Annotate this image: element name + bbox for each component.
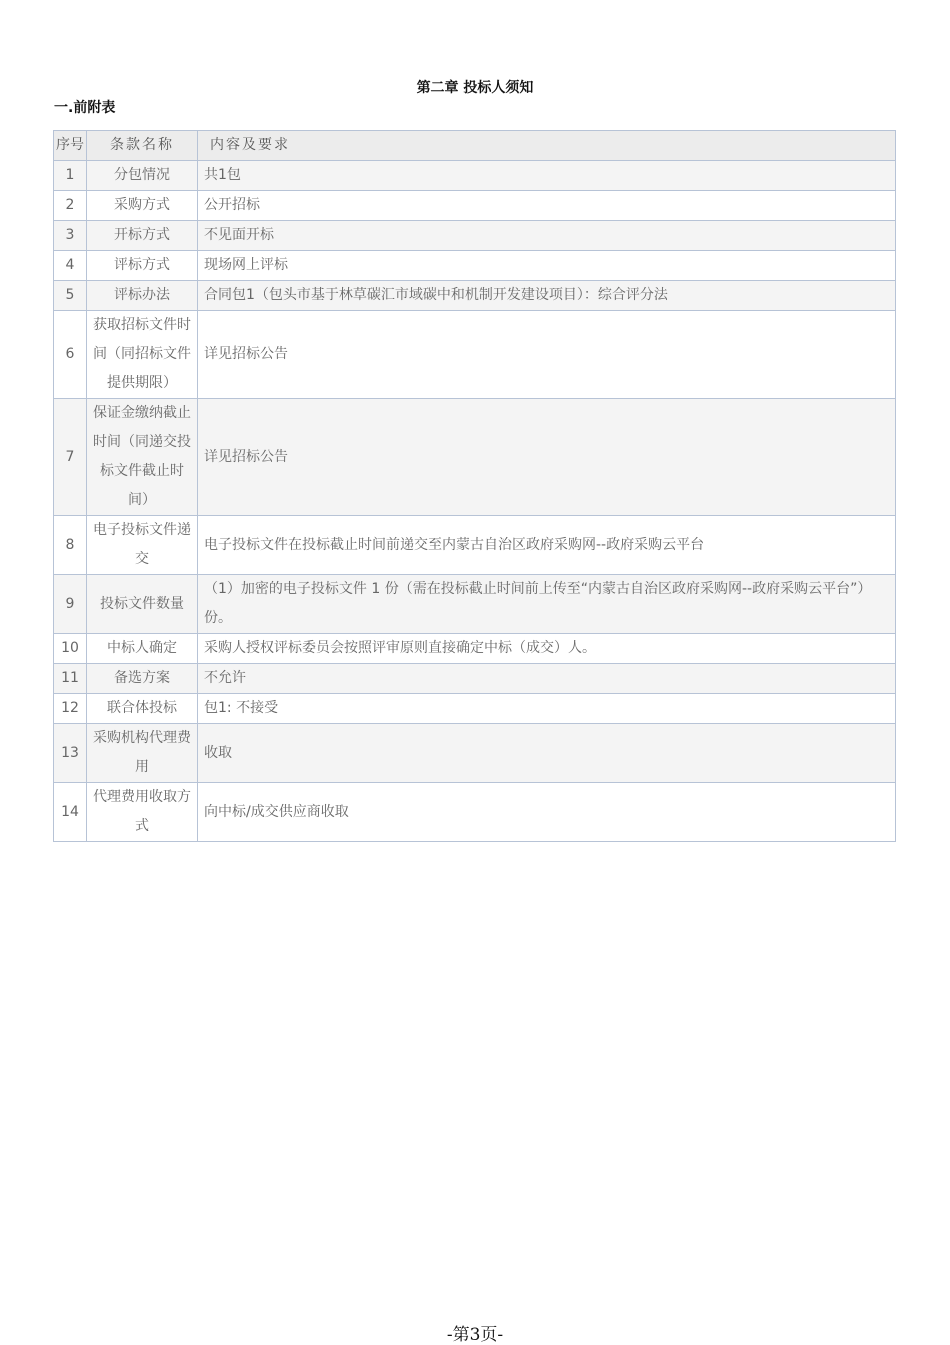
table-row [54,311,896,399]
row-name: 代理费用收取方式 [87,783,198,842]
row-content: 公开招标 [198,191,896,221]
chapter-title: 第二章 投标人须知 [416,80,534,96]
row-no: 10 [54,634,87,664]
row-no: 14 [54,783,87,842]
row-name: 采购机构代理费用 [87,724,198,783]
row-no: 9 [54,575,87,634]
page-number: -第3页- [446,1325,504,1345]
row-no: 2 [54,191,87,221]
row-name: 电子投标文件递交 [87,516,198,575]
table-row [54,694,896,724]
table-row [54,221,896,251]
table-header-row [54,131,896,161]
table-row [54,724,896,783]
row-name: 投标文件数量 [87,575,198,634]
row-name: 备选方案 [87,664,198,694]
row-content: （1）加密的电子投标文件 1 份（需在投标截止时间前上传至“内蒙古自治区政府采购网--政府采购云平台”） 份。 [198,575,896,634]
row-no: 7 [54,399,87,516]
row-no: 5 [54,281,87,311]
row-content: 向中标/成交供应商收取 [198,783,896,842]
table-row [54,634,896,664]
row-content: 不允许 [198,664,896,694]
row-content: 不见面开标 [198,221,896,251]
row-name: 开标方式 [87,221,198,251]
row-name: 评标方式 [87,251,198,281]
header-name: 条款名称 [87,131,198,161]
row-name: 中标人确定 [87,634,198,664]
table-row [54,191,896,221]
section-heading: 一.前附表 [54,100,116,116]
row-content: 共1包 [198,161,896,191]
row-no: 1 [54,161,87,191]
row-content: 现场网上评标 [198,251,896,281]
row-name: 采购方式 [87,191,198,221]
row-name: 获取招标文件时间（同招标文件提供期限） [87,311,198,399]
row-no: 11 [54,664,87,694]
row-no: 4 [54,251,87,281]
row-content: 详见招标公告 [198,311,896,399]
row-no: 13 [54,724,87,783]
table-row [54,783,896,842]
row-content: 采购人授权评标委员会按照评审原则直接确定中标（成交）人。 [198,634,896,664]
row-content: 收取 [198,724,896,783]
table-row [54,516,896,575]
header-no: 序号 [54,131,87,161]
row-name: 评标办法 [87,281,198,311]
row-no: 6 [54,311,87,399]
row-no: 3 [54,221,87,251]
row-content: 包1: 不接受 [198,694,896,724]
table-row [54,251,896,281]
row-content: 电子投标文件在投标截止时间前递交至内蒙古自治区政府采购网--政府采购云平台 [198,516,896,575]
table-row [54,281,896,311]
row-name: 保证金缴纳截止时间（同递交投标文件截止时间） [87,399,198,516]
row-content: 合同包1（包头市基于林草碳汇市域碳中和机制开发建设项目）：综合评分法 [198,281,896,311]
row-no: 12 [54,694,87,724]
table-row [54,575,896,634]
header-content: 内容及要求 [198,131,896,161]
row-name: 联合体投标 [87,694,198,724]
row-content: 详见招标公告 [198,399,896,516]
front-table [53,130,896,842]
table-row [54,399,896,516]
table-row [54,161,896,191]
row-name: 分包情况 [87,161,198,191]
row-no: 8 [54,516,87,575]
table-row [54,664,896,694]
